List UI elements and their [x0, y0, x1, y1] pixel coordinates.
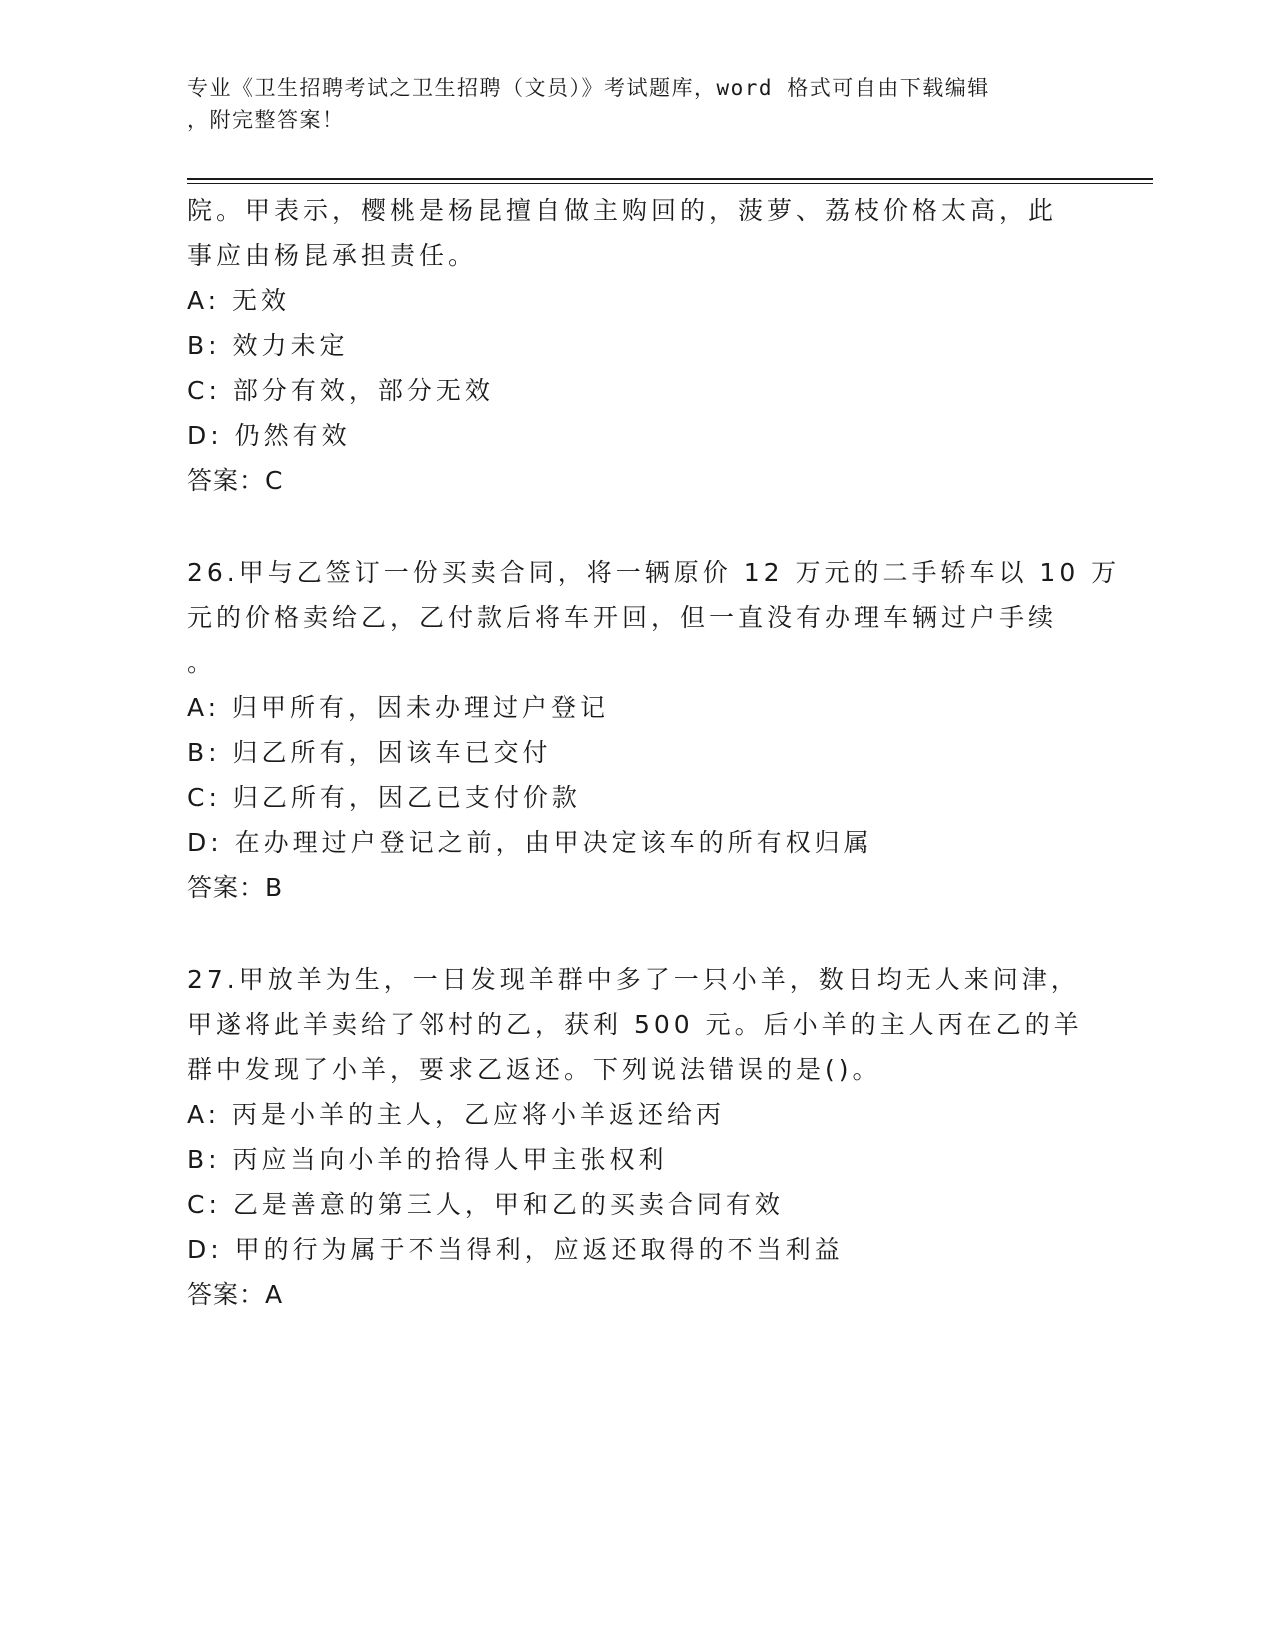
answer-line: 答案：B: [187, 873, 284, 902]
question-spacer: [187, 503, 1087, 550]
question-text-line: 。: [187, 648, 217, 677]
answer-line: 答案：C: [187, 466, 284, 495]
question-spacer: [187, 910, 1087, 957]
option-d: D: 在办理过户登记之前，由甲决定该车的所有权归属: [187, 828, 873, 857]
question-text-line: 甲遂将此羊卖给了邻村的乙，获利 500 元。后小羊的主人丙在乙的羊: [187, 1010, 1083, 1039]
question-continued: [187, 188, 1087, 503]
question-text-line: 院。甲表示，樱桃是杨昆擅自做主购回的，菠萝、荔枝价格太高，此: [187, 196, 1058, 225]
question-text-line: 元的价格卖给乙，乙付款后将车开回，但一直没有办理车辆过户手续: [187, 603, 1058, 632]
question-text-line: 26.甲与乙签订一份买卖合同，将一辆原价 12 万元的二手轿车以 10 万: [187, 558, 1121, 587]
option-c: C: 部分有效，部分无效: [187, 376, 494, 405]
option-b: B: 丙应当向小羊的拾得人甲主张权利: [187, 1145, 668, 1174]
option-a: A: 归甲所有，因未办理过户登记: [187, 693, 610, 722]
option-c: C: 乙是善意的第三人，甲和乙的买卖合同有效: [187, 1190, 784, 1219]
option-b: B: 归乙所有，因该车已交付: [187, 738, 552, 767]
option-d: D: 甲的行为属于不当得利，应返还取得的不当利益: [187, 1235, 844, 1264]
header-divider-thin: [187, 183, 1153, 184]
document-header: [187, 72, 1067, 136]
answer-line: 答案：A: [187, 1280, 284, 1309]
question-27: [187, 957, 1087, 1317]
question-text-line: 群中发现了小羊，要求乙返还。下列说法错误的是()。: [187, 1055, 882, 1084]
question-text-line: 27.甲放羊为生，一日发现羊群中多了一只小羊，数日均无人来问津，: [187, 965, 1080, 994]
question-text-line: 事应由杨昆承担责任。: [187, 241, 478, 270]
header-line-2: ，附完整答案！: [187, 108, 345, 132]
header-line-1: 专业《卫生招聘考试之卫生招聘（文员）》考试题库，word 格式可自由下载编辑: [187, 76, 990, 100]
option-a: A: 丙是小羊的主人，乙应将小羊返还给丙: [187, 1100, 726, 1129]
option-a: A: 无效: [187, 286, 291, 315]
option-d: D: 仍然有效: [187, 421, 351, 450]
option-c: C: 归乙所有，因乙已支付价款: [187, 783, 581, 812]
question-list: [187, 188, 1121, 1317]
header-divider-thick: [187, 178, 1153, 180]
option-b: B: 效力未定: [187, 331, 349, 360]
question-26: [187, 550, 1121, 910]
